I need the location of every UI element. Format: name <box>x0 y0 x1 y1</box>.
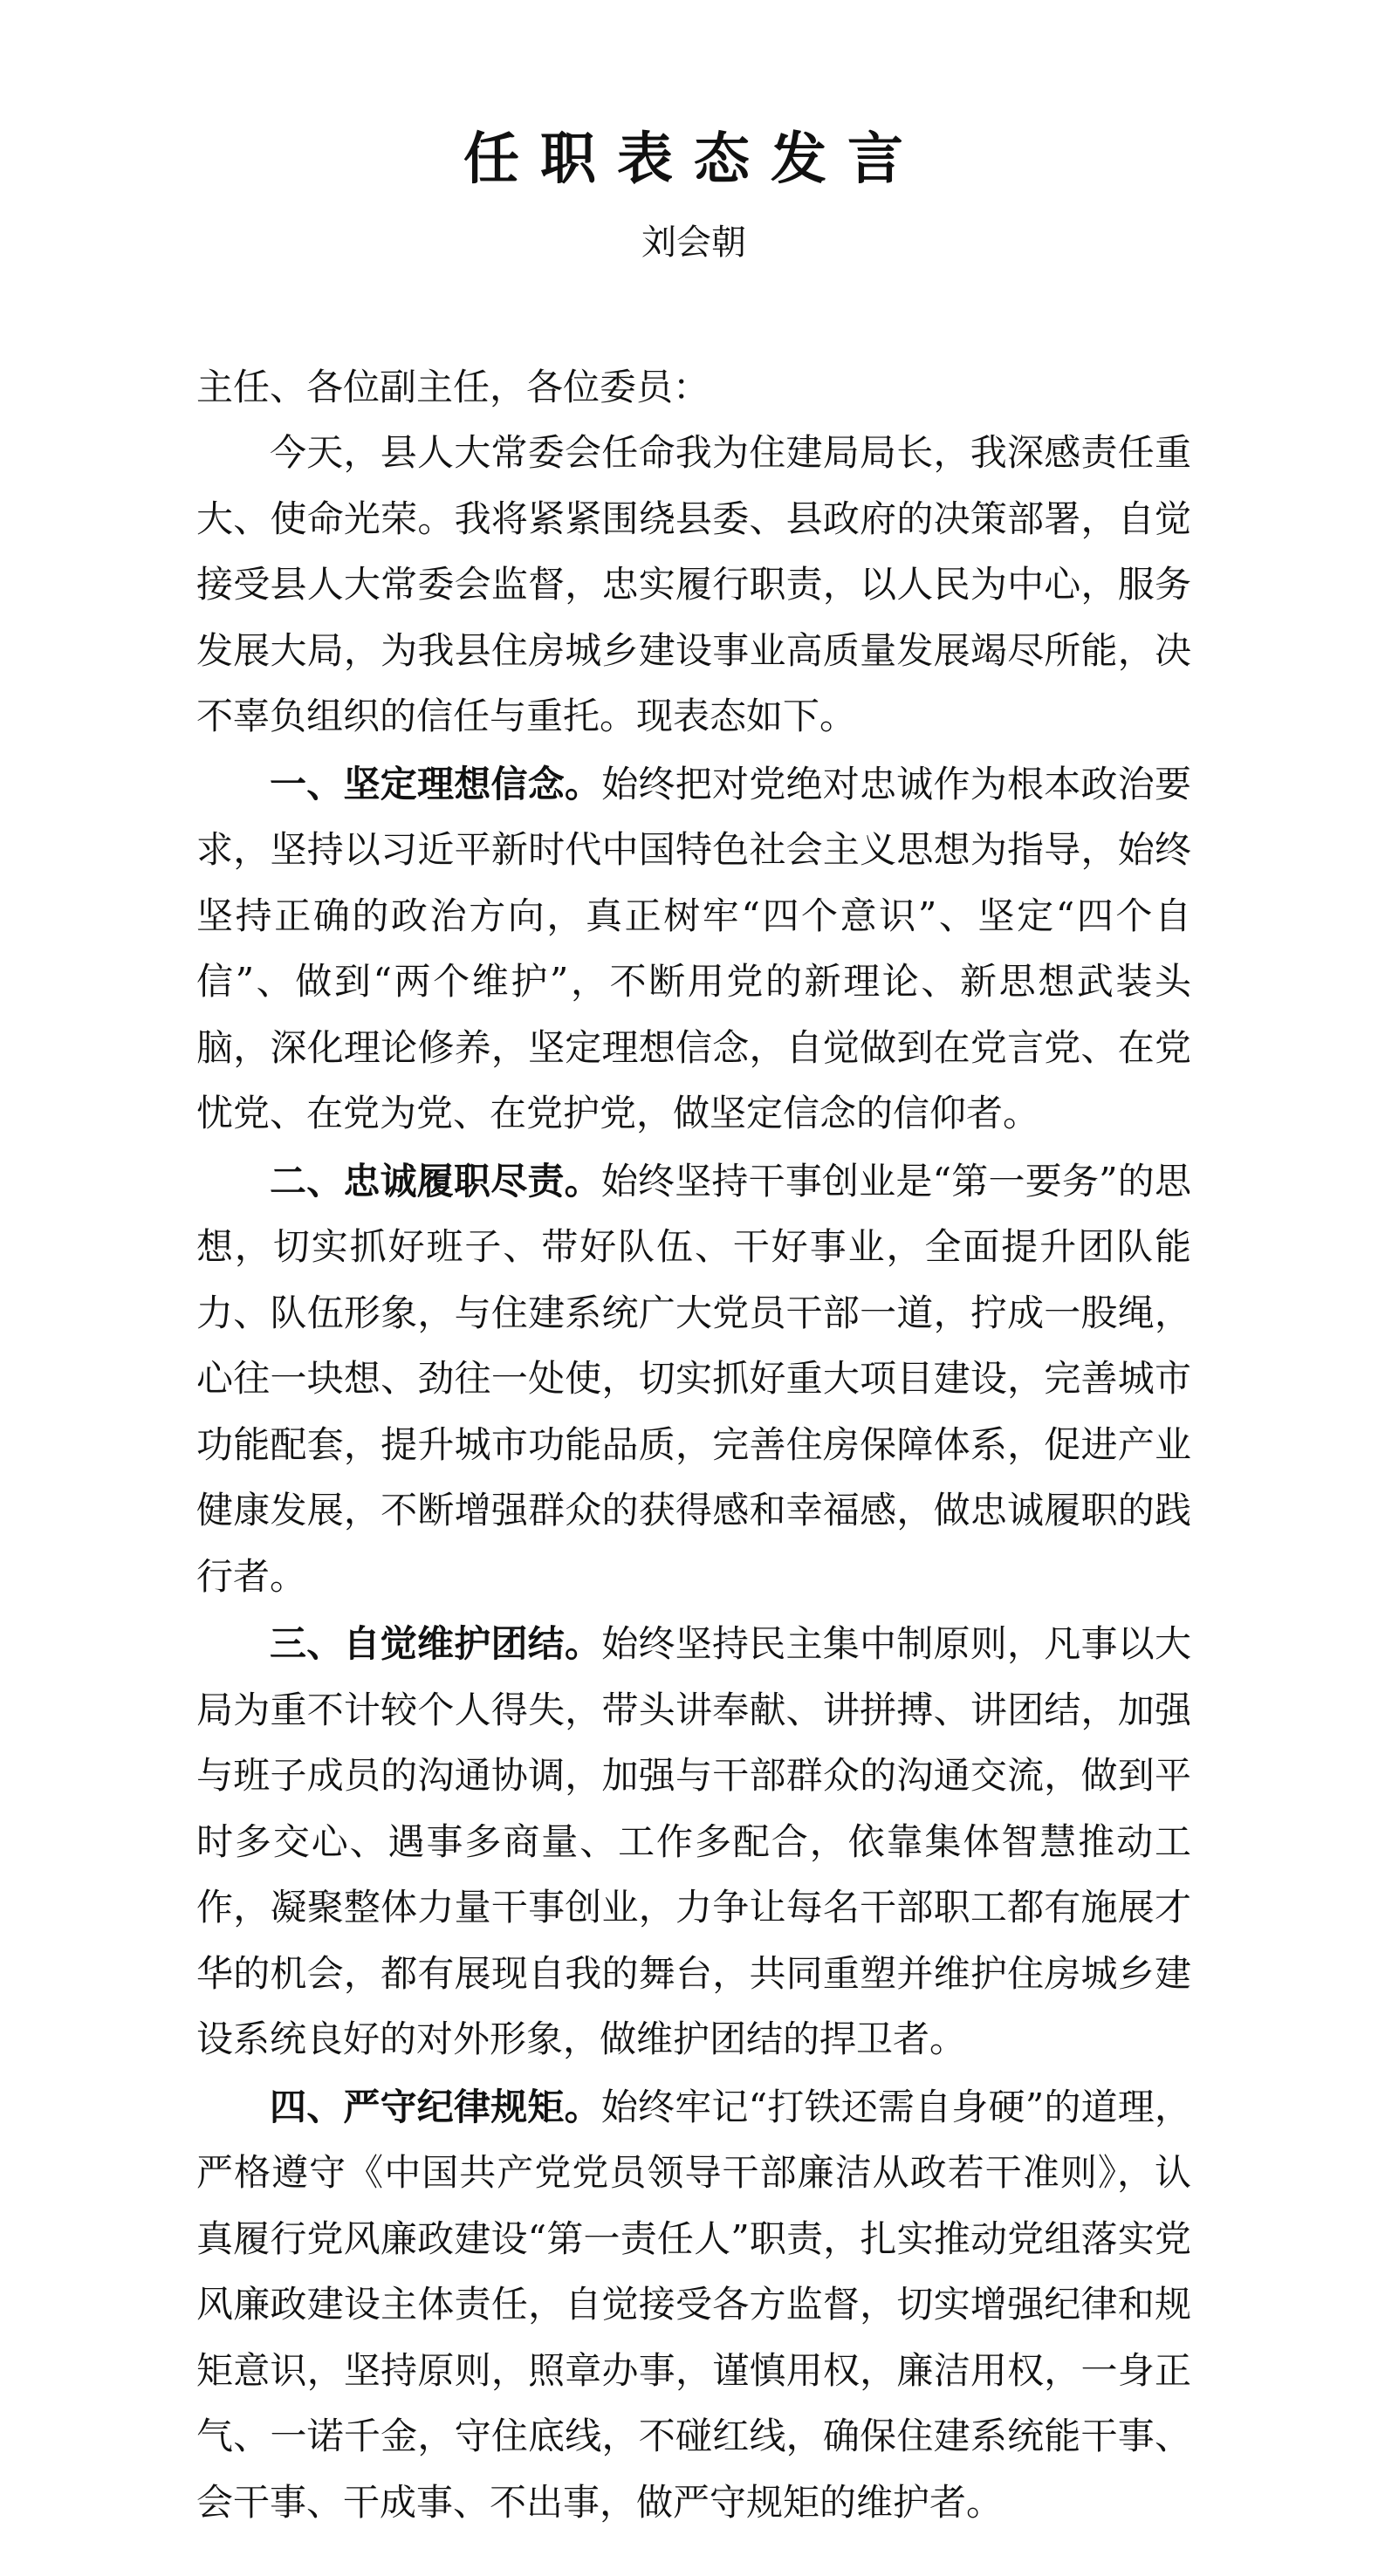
section-paragraph-1 <box>196 751 1191 1147</box>
section-heading-4: 四、严守纪律规矩。 <box>270 2085 601 2128</box>
section-paragraph-2 <box>196 1148 1191 1610</box>
section-body-2: 始终坚持干事创业是“第一要务”的思想，切实抓好班子、带好队伍、干好事业，全面提升团队能力、队伍形象，与住建系统广大党员干部一道，拧成一股绳，心往一块想、劲往一处使，切实抓好重大项目建设，完善城市功能配套，提升城市功能品质，完善住房保障体系，促进产业健康发展，不断增强群众的获得感和幸福感，做忠诚履职的践行者。 <box>196 1159 1191 1598</box>
document-title: 任职表态发言 <box>463 127 924 192</box>
section-heading-1: 一、坚定理想信念。 <box>270 762 602 805</box>
section-paragraph-4 <box>196 2074 1191 2536</box>
section-body-3: 始终坚持民主集中制原则，凡事以大局为重不计较个人得失，带头讲奉献、讲拼搏、讲团结，加强与班子成员的沟通协调，加强与干部群众的沟通交流，做到平时多交心、遇事多商量、工作多配合，依靠集体智慧推动工作，凝聚整体力量干事创业，力争让每名干部职工都有施展才华的机会，都有展现自我的舞台，共同重塑并维护住房城乡建设系统良好的对外形象，做维护团结的捍卫者。 <box>196 1622 1191 2060</box>
section-body-4: 始终牢记“打铁还需自身硬”的道理，严格遵守《中国共产党党员领导干部廉洁从政若干准则》，认真履行党风廉政建设“第一责任人”职责，扎实推动党组落实党风廉政建设主体责任，自觉接受各方监督，切实增强纪律和规矩意识，坚持原则，照章办事，谨慎用权，廉洁用权，一身正气、一诺千金，守住底线，不碰红线，确保住建系统能干事、会干事、干成事、不出事，做严守规矩的维护者。 <box>196 2085 1191 2524</box>
document-author: 刘会朝 <box>641 223 746 263</box>
intro-paragraph: 今天，县人大常委会任命我为住建局局长，我深感责任重大、使命光荣。我将紧紧围绕县委、县政府的决策部署，自觉接受县人大常委会监督，忠实履行职责，以人民为中心，服务发展大局，为我县住房城乡建设事业高质量发展竭尽所能，决不辜负组织的信任与重托。现表态如下。 <box>196 431 1191 737</box>
section-heading-3: 三、自觉维护团结。 <box>270 1622 602 1665</box>
document-page <box>196 105 1191 2535</box>
section-paragraph-3 <box>196 1611 1191 2072</box>
section-body-1: 始终把对党绝对忠诚作为根本政治要求，坚持以习近平新时代中国特色社会主义思想为指导，始终坚持正确的政治方向，真正树牢“四个意识”、坚定“四个自信”、做到“两个维护”，不断用党的新理论、新思想武装头脑，深化理论修养，坚定理想信念，自觉做到在党言党、在党忧党、在党为党、在党护党，做坚定信念的信仰者。 <box>196 762 1191 1134</box>
section-heading-2: 二、忠诚履职尽责。 <box>270 1159 601 1202</box>
salutation: 主任、各位副主任，各位委员： <box>196 366 710 408</box>
